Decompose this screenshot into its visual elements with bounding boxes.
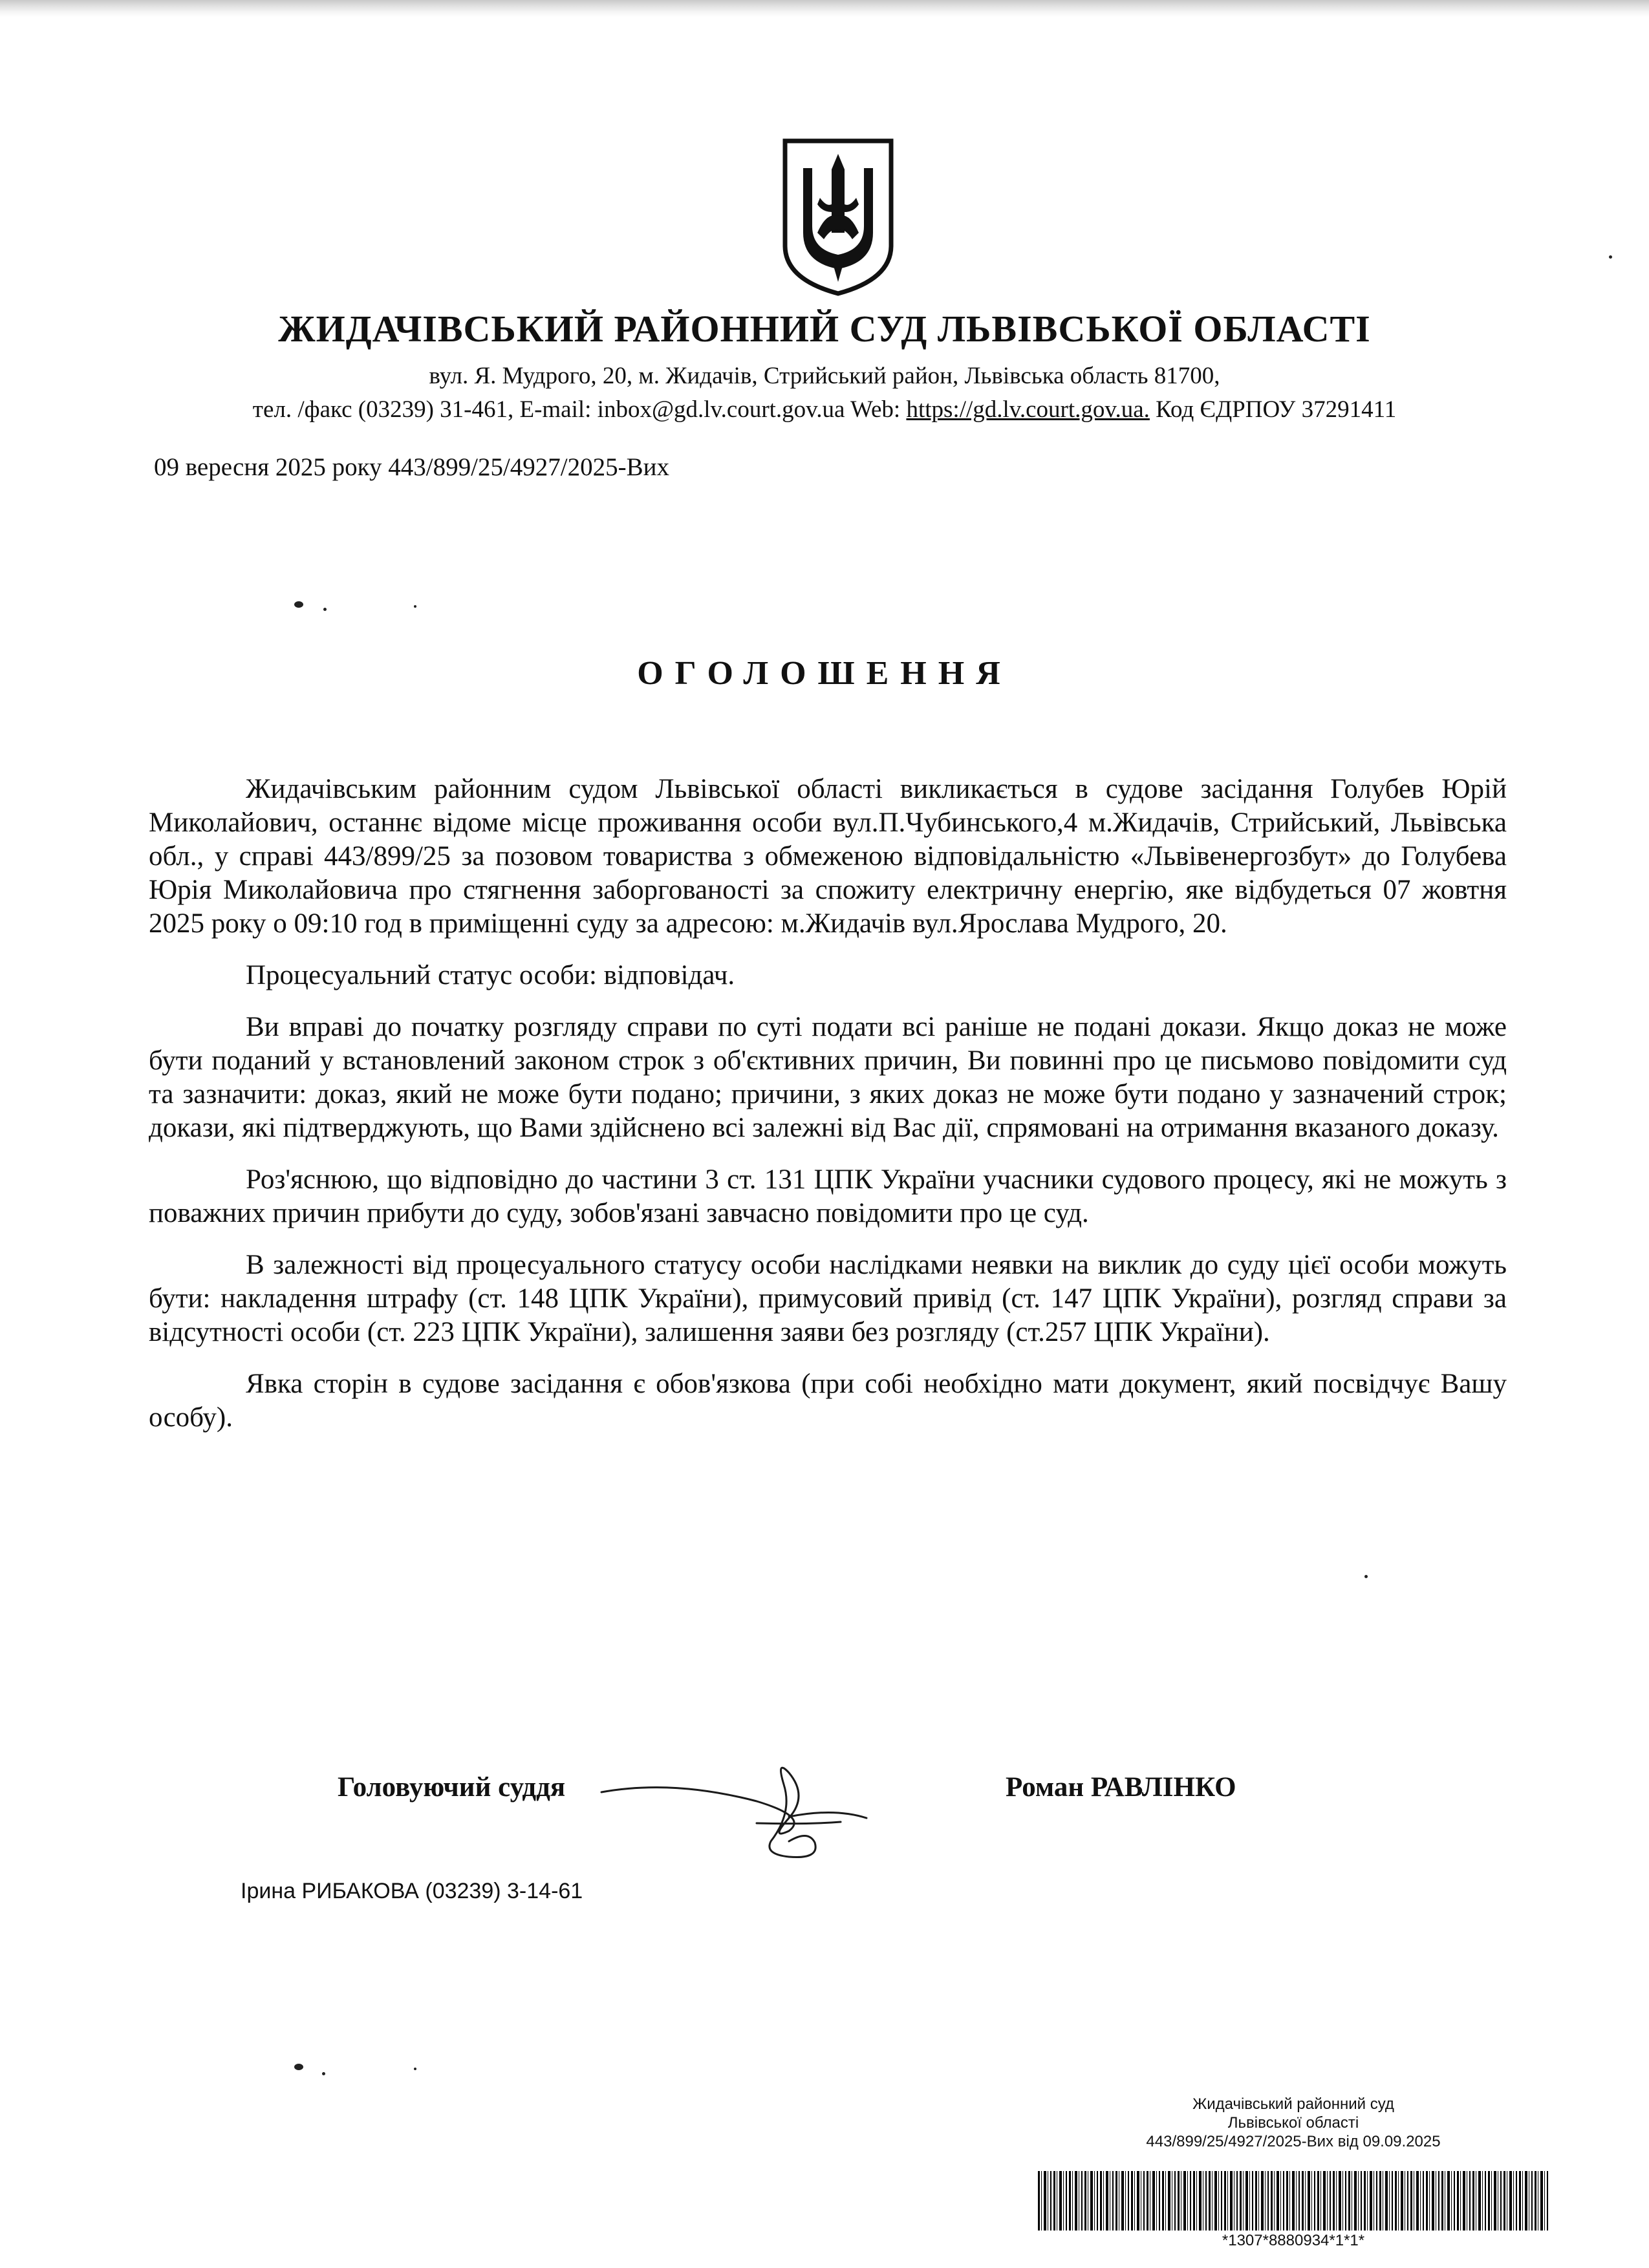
paragraph-attendance: Явка сторін в судове засідання є обов'язкова (при собі необхідно мати документ, який посвідчує Вашу особу). <box>149 1369 1507 1433</box>
scan-speck <box>1364 1575 1368 1578</box>
barcode <box>1038 2171 1549 2231</box>
stamp-reference: 443/899/25/4927/2025-Вих від 09.09.2025 <box>1146 2133 1441 2150</box>
paragraph-clarification: Роз'яснюю, що відповідно до частини 3 ст. 131 ЦПК України учасники судового процесу, які не можуть з поважних причин прибути до суду, зобов'язані завчасно повідомити про це суд. <box>149 1164 1507 1228</box>
stamp-court-name: Жидачівський районний суд <box>1192 2095 1394 2113</box>
scan-speck <box>1609 255 1612 259</box>
paragraph-procedural-status: Процесуальний статус особи: відповідач. <box>246 960 735 990</box>
executor-contact: Ірина РИБАКОВА (03239) 3-14-61 <box>241 1879 583 1903</box>
court-name: ЖИДАЧІВСЬКИЙ РАЙОННИЙ СУД ЛЬВІВСЬКОЇ ОБЛАСТІ <box>278 308 1371 350</box>
trident-coat-of-arms-icon <box>780 136 896 297</box>
barcode-number: *1307*8880934*1*1* <box>1222 2232 1365 2249</box>
scan-speck <box>322 2072 325 2075</box>
judge-name: Роман РАВЛІНКО <box>1006 1772 1236 1803</box>
court-website-link[interactable]: https://gd.lv.court.gov.ua. <box>906 396 1150 423</box>
handwritten-signature <box>595 1746 931 1868</box>
document-heading: ОГОЛОШЕННЯ <box>637 655 1012 692</box>
contacts-phone-email: тел. /факс (03239) 31-461, E-mail: inbox@gd.lv.court.gov.ua Web: <box>252 396 907 423</box>
scan-speck <box>414 2068 416 2070</box>
scan-speck <box>323 608 327 611</box>
document-date-reference: 09 вересня 2025 року 443/899/25/4927/2025-Вих <box>154 453 670 481</box>
stamp-region: Львівської області <box>1227 2114 1359 2132</box>
scan-edge <box>0 0 1649 17</box>
scan-speck <box>414 605 416 608</box>
signature-title: Головуючий суддя <box>338 1772 566 1803</box>
paragraph-summons: Жидачівським районним судом Львівської області викликається в судове засідання Голубев Юрій Миколайович, останнє відоме місце проживання особи вул.П.Чубинського,4 м.Жидачів, Стрийський, Львівська обл., у справі 443/899/25 за позовом товариства з обмеженою відповідальністю «Львівенергозбут» до Голубева Юрія Миколайовича про стягнення заборгованості за спожиту електричну енергію, яке відбудеться 07 жовтня 2025 року о 09:10 год в приміщенні суду за адресою: м.Жидачів вул.Ярослава Мудрого, 20. <box>149 774 1507 939</box>
court-contacts <box>0 396 1649 423</box>
scan-speck <box>294 601 303 608</box>
announcement-body <box>149 773 1507 1453</box>
registration-stamp <box>1028 2095 1558 2151</box>
court-edrpou: Код ЄДРПОУ 37291411 <box>1149 396 1397 423</box>
signature-block <box>0 1746 1649 1875</box>
scan-speck <box>294 2064 303 2070</box>
court-address: вул. Я. Мудрого, 20, м. Жидачів, Стрийський район, Львівська область 81700, <box>429 363 1220 389</box>
paragraph-evidence: Ви вправі до початку розгляду справи по суті подати всі раніше не подані докази. Якщо доказ не може бути поданий у встановлений законом строк з об'єктивних причин, Ви повинні про це письмово повідомити суд та зазначити: доказ, який не може бути подано; причини, з яких доказ не може бути подано у зазначений строк; докази, які підтверджують, що Вами здійснено всі залежні від Вас дії, спрямовані на отримання вказаного доказу. <box>149 1012 1507 1143</box>
paragraph-consequences: В залежності від процесуального статусу особи наслідками неявки на виклик до суду цієї особи можуть бути: накладення штрафу (ст. 148 ЦПК України), примусовий привід (ст. 147 ЦПК України), розгляд справи за відсутності особи (ст. 223 ЦПК України), залишення заяви без розгляду (ст.257 ЦПК України). <box>149 1250 1507 1347</box>
